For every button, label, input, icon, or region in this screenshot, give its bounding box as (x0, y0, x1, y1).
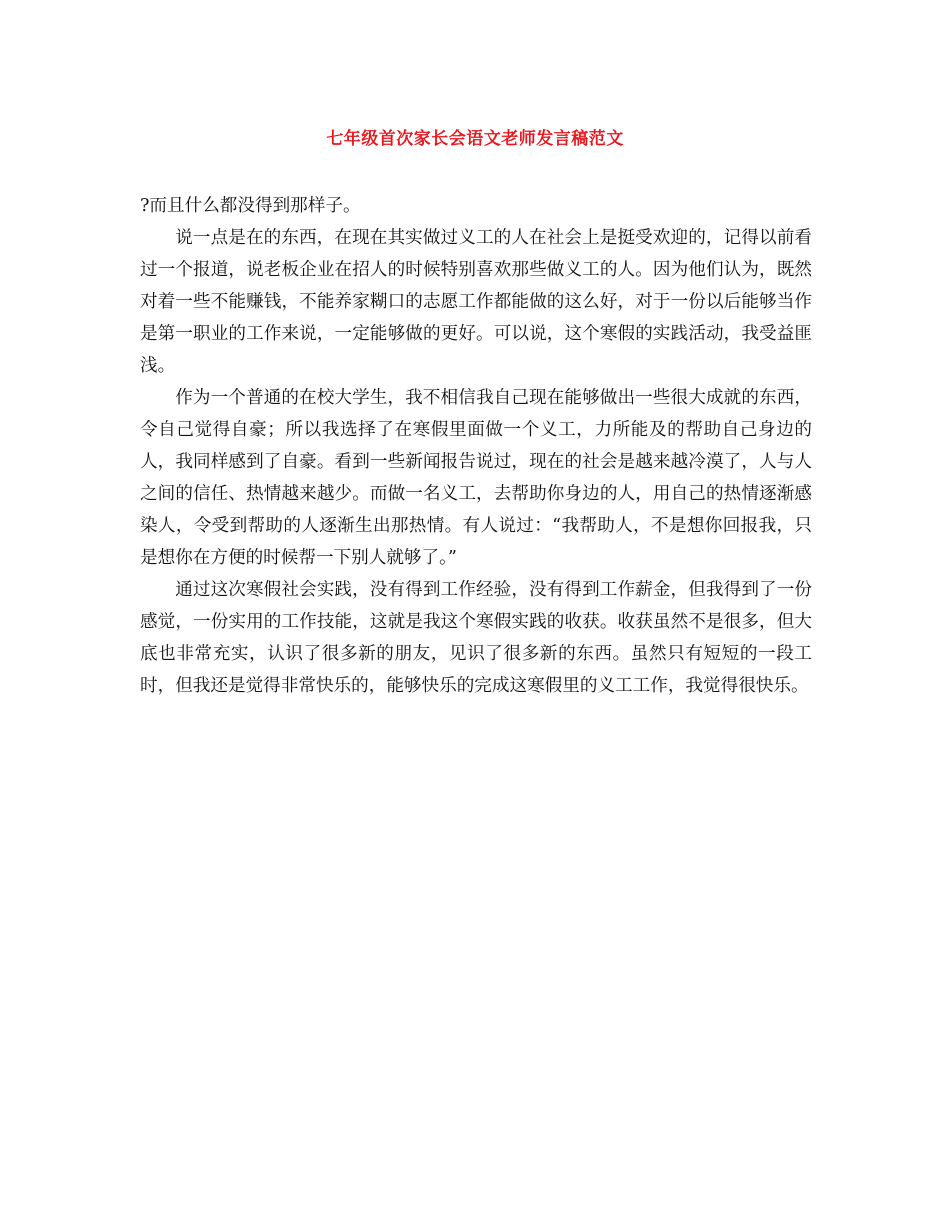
paragraph-4: 通过这次寒假社会实践，没有得到工作经验，没有得到工作薪金，但我得到了一份感觉，一份实用的工作技能，这就是我这个寒假实践的收获。收获虽然不是很多，但大底也非常充实，认识了很多新的朋友，见识了很多新的东西。虽然只有短短的一段工时，但我还是觉得非常快乐的，能够快乐的完成这寒假里的义工工作，我觉得很快乐。 (140, 580, 812, 696)
document-body (140, 190, 812, 702)
document-title: 七年级首次家长会语文老师发言稿范文 (326, 129, 624, 149)
paragraph-1: ?而且什么都没得到那样子。 (140, 196, 361, 216)
paragraph-2: 说一点是在的东西，在现在其实做过义工的人在社会上是挺受欢迎的，记得以前看过一个报道，说老板企业在招人的时候特别喜欢那些做义工的人。因为他们认为，既然对着一些不能赚钱，不能养家糊口的志愿工作都能做的这么好，对于一份以后能够当作是第一职业的工作来说，一定能够做的更好。可以说，这个寒假的实践活动，我受益匪浅。 (140, 228, 812, 376)
paragraph-3: 作为一个普通的在校大学生，我不相信我自己现在能够做出一些很大成就的东西，令自己觉得自豪；所以我选择了在寒假里面做一个义工，力所能及的帮助自己身边的人，我同样感到了自豪。看到一些新闻报告说过，现在的社会是越来越冷漠了，人与人之间的信任、热情越来越少。而做一名义工，去帮助你身边的人，用自己的热情逐渐感染人，令受到帮助的人逐渐生出那热情。有人说过：“我帮助人，不是想你回报我，只是想你在方便的时候帮一下别人就够了。” (140, 388, 812, 568)
